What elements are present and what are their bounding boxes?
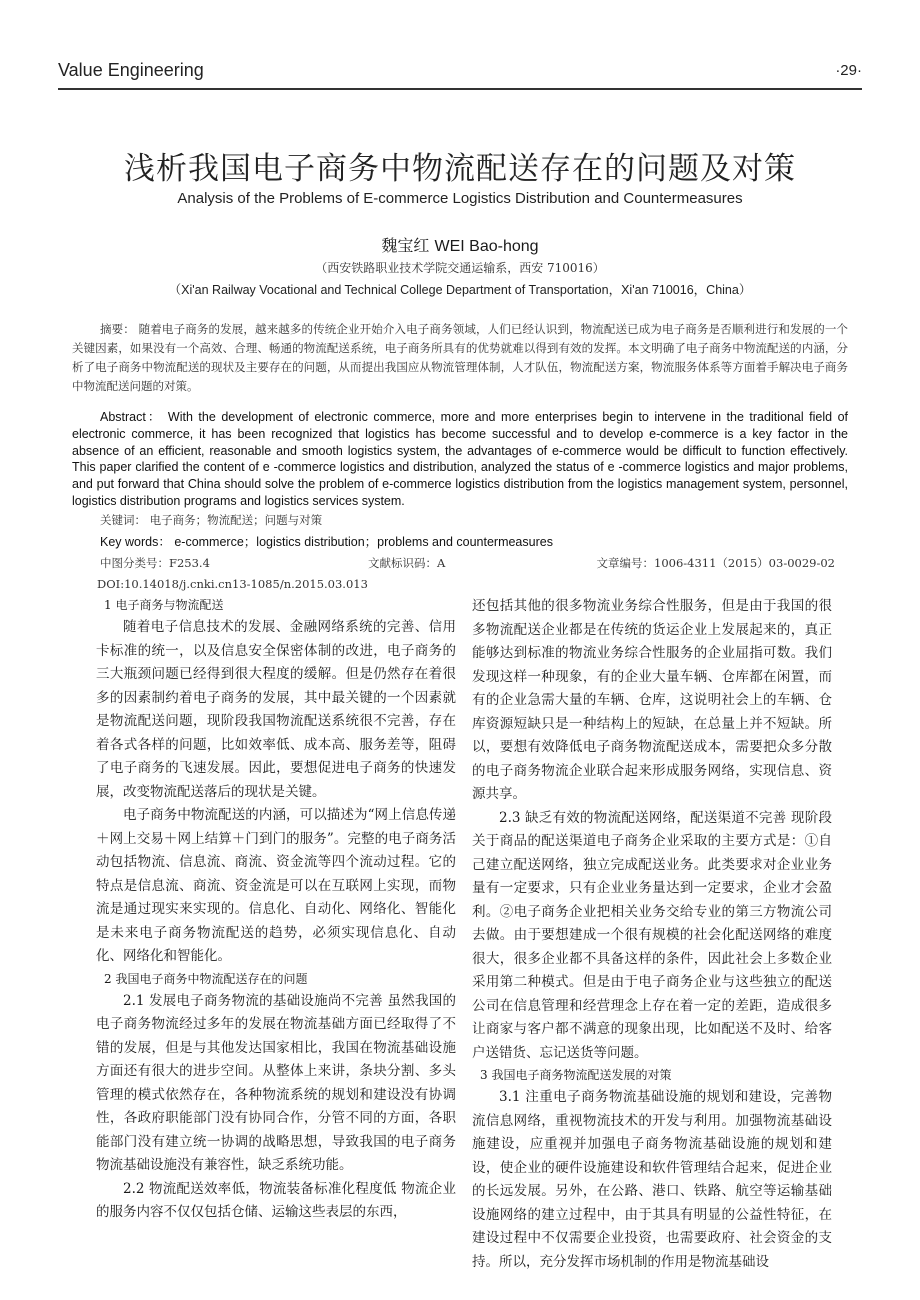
- section-heading-2: 2 我国电子商务中物流配送存在的问题: [104, 971, 308, 986]
- abstract-english: Abstract： With the development of electronic commerce, more and more enterprises begin to intervene in the traditional field of electronic commerce, it has been recognized that logistics has become successful and to develop e-commerce is a key factor in the absence of an efficient, reasonable and smooth logistics system, the advantages of e-commerce would be difficult to function effectively. This paper clarified the content of e -commerce logistics and distribution, analyzed the status of e -commerce logistics and major problems, and put forward that China should solve the problem of e-commerce logistics distribution from the logistics management system, personnel, logistics distribution programs and logistics services system.: [72, 410, 848, 508]
- journal-header: [58, 60, 862, 84]
- paragraph: 随着电子信息技术的发展、金融网络系统的完善、信用卡标准的统一，以及信息安全保密体制的改进，电子商务的三大瓶颈问题已经得到很大程度的缓解。但是仍然存在着很多的因素制约着电子商务的发展，其中最关键的一个因素就是物流配送问题，现阶段我国物流配送系统很不完善，存在着各式各样的问题，比如效率低、成本高、服务差等，阻碍了电子商务的飞速发展。因此，要想促进电子商务的快速发展，改变物流配送落后的现状是关键。: [96, 619, 456, 800]
- title-english: Analysis of the Problems of E-commerce Logistics Distribution and Countermeasures: [177, 190, 743, 207]
- doi: DOI:10.14018/j.cnki.cn13-1085/n.2015.03.013: [97, 577, 368, 591]
- keywords-chinese: 关键词： 电子商务；物流配送；问题与对策: [100, 513, 323, 527]
- subsection-2-2: 2.2 物流配送效率低，物流装备标准化程度低 物流企业的服务内容不仅仅包括仓储、运输这些表层的东西，: [96, 1180, 456, 1220]
- author: [0, 233, 920, 256]
- body-column-right: [472, 595, 832, 1274]
- paragraph-continued: 还包括其他的很多物流业务综合性服务，但是由于我国的很多物流配送企业都是在传统的货运企业上发展起来的，真正能够达到标准的物流业务综合性服务的企业屈指可数。我们发现这样一种现象，有的企业大量车辆、仓库都在闲置，而有的企业急需大量的车辆、仓库，这说明社会上的车辆、仓库资源短缺只是一种结构上的短缺，在总量上并不短缺。所以，要想有效降低电子商务物流配送成本，需要把众多分散的电子商务物流企业联合起来形成服务网络，实现信息、资源共享。: [472, 598, 832, 802]
- classification-row: [100, 555, 835, 573]
- page-number: ·29·: [835, 62, 862, 79]
- article-number: 文章编号：1006-4311（2015）03-0029-02: [596, 556, 835, 570]
- paragraph: 电子商务中物流配送的内涵，可以描述为“网上信息传递＋网上交易＋网上结算＋门到门的服务”。完整的电子商务活动包括物流、信息流、商流、资金流等四个流动过程。它的特点是信息流、商流、资金流是可以在互联网上实现，而物流是通过现实来实现的。信息化、自动化、网络化、智能化是未来电子商务物流配送的趋势，必须实现信息化、自动化、网络化和智能化。: [96, 807, 456, 964]
- abstract-chinese: 摘要： 随着电子商务的发展，越来越多的传统企业开始介入电子商务领域，人们已经认识到，物流配送已成为电子商务是否顺利进行和发展的一个关键因素，如果没有一个高效、合理、畅通的物流配送系统，电子商务所具有的优势就难以得到有效的发挥。本文明确了电子商务中物流配送的内涵，分析了电子商务中物流配送的现状及主要存在的问题，从而提出我国应从物流管理体制，人才队伍，物流配送方案，物流服务体系等方面着手解决电子商务中物流配送问题的对策。: [72, 322, 848, 393]
- subsection-2-1: 2.1 发展电子商务物流的基础设施尚不完善 虽然我国的电子商务物流经过多年的发展在物流基础方面已经取得了不错的发展，但是与其他发达国家相比，我国在物流基础设施方面还有很大的进步空间。从整体上来讲，条块分割、多头管理的模式依然存在，各种物流系统的规划和建设没有协调性，各政府职能部门没有协同合作，分管不同的方面，各职能部门没有建立统一协调的战略思想，导致我国的电子商务物流基础设施没有兼容性，缺乏系统功能。: [96, 992, 456, 1173]
- title-chinese: 浅析我国电子商务中物流配送存在的问题及对策: [124, 151, 796, 187]
- subsection-3-1: 3.1 注重电子商务物流基础设施的规划和建设，完善物流信息网络，重视物流技术的开发与利用。加强物流基础设施建设，应重视并加强电子商务物流基础设施的规划和建设，使企业的硬件设施建设和软件管理结合起来，促进企业的长远发展。另外，在公路、港口、铁路、航空等运输基础设施网络的建立过程中，由于其具有明显的公益性特征，在建设过程中不仅需要企业投资，也需要政府、社会资金的支持。所以，充分发挥市场机制的作用是物流基础设: [472, 1089, 832, 1270]
- header-rule: [58, 88, 862, 90]
- section-heading-3: 3 我国电子商务物流配送发展的对策: [480, 1068, 672, 1082]
- subsection-2-3: 2.3 缺乏有效的物流配送网络，配送渠道不完善 现阶段关于商品的配送渠道电子商务企业采取的主要方式是：①自己建立配送网络，独立完成配送业务。此类要求对企业业务量有一定要求，只有企业业务量达到一定要求，企业才会盈利。②电子商务企业把相关业务交给专业的第三方物流公司去做。由于要想建成一个很有规模的社会化配送网络的难度很大，很多企业都不具备这样的条件，因此社会上多数企业采用第二种模式。但是由于电子商务企业与这些独立的配送公司在信息管理和经营理念上存在着一定的差距，造成很多让商家与客户都不满意的现象出现，比如配送不及时、给客户送错货、忘记送货等问题。: [472, 809, 832, 1061]
- journal-name: Value Engineering: [58, 60, 204, 80]
- author-name-cn: 魏宝红: [381, 236, 430, 255]
- affiliation-chinese: （西安铁路职业技术学院交通运输系，西安 710016）: [315, 261, 605, 275]
- affiliation-english: （Xi'an Railway Vocational and Technical College Department of Transportation，Xi'an 710016，China）: [168, 283, 752, 297]
- clc-number: 中图分类号：F253.4: [100, 556, 210, 570]
- author-name-en: WEI Bao-hong: [434, 238, 539, 255]
- section-heading-1: 1 电子商务与物流配送: [104, 598, 224, 612]
- keywords-english: Key words： e-commerce；logistics distribution；problems and countermeasures: [100, 535, 553, 549]
- document-code: 文献标识码：A: [368, 556, 446, 570]
- body-column-left: [96, 595, 456, 1225]
